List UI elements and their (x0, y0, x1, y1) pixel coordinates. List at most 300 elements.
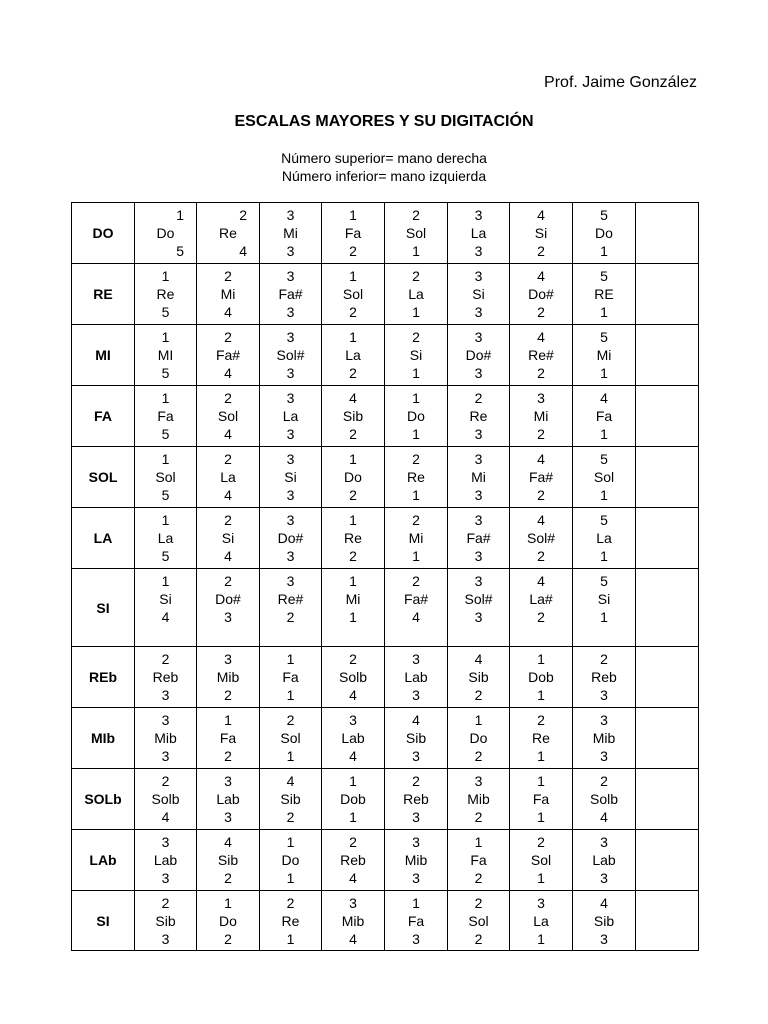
fingering-cell (573, 569, 636, 647)
left-hand-finger: 2 (224, 930, 232, 947)
left-hand-finger: 5 (176, 243, 184, 259)
fingering-cell (448, 386, 510, 447)
note-name: Re (532, 730, 550, 746)
right-hand-finger: 4 (349, 390, 357, 406)
right-hand-finger: 1 (349, 329, 357, 345)
fingering-cell (322, 264, 385, 325)
empty-cell (636, 508, 699, 569)
fingering-cell (448, 508, 510, 569)
right-hand-finger: 4 (412, 712, 420, 728)
fingering-cell (448, 769, 510, 830)
note-name: Lab (404, 669, 428, 685)
right-hand-finger: 3 (474, 207, 483, 223)
right-hand-finger: 1 (161, 268, 170, 284)
fingering-cell (322, 325, 385, 386)
note-name: Fa (407, 912, 425, 929)
fingering-cell (385, 769, 448, 830)
left-hand-finger: 3 (600, 930, 608, 947)
right-hand-finger: 3 (286, 512, 295, 528)
fingering-cell (197, 447, 260, 508)
note-name: Fa (532, 791, 550, 807)
note-name: Sol (342, 286, 364, 302)
note-name: Sib (217, 852, 239, 868)
note-name: Mi (345, 591, 361, 607)
fingering-cell (135, 508, 197, 569)
right-hand-finger: 2 (224, 268, 232, 284)
fingering-cell (385, 386, 448, 447)
fingering-cell (197, 891, 260, 951)
note-name: Fa (595, 408, 613, 424)
right-hand-finger: 2 (349, 651, 357, 667)
right-hand-finger: 4 (537, 329, 545, 345)
fingering-cell (260, 708, 322, 769)
empty-cell (636, 447, 699, 508)
right-hand-finger: 2 (600, 651, 608, 667)
fingering-cell (135, 386, 197, 447)
fingering-cell (448, 325, 510, 386)
right-hand-finger: 5 (600, 207, 608, 223)
left-hand-finger: 4 (600, 809, 608, 825)
right-hand-finger: 3 (474, 573, 483, 589)
fingering-cell (322, 203, 385, 264)
right-hand-finger: 1 (286, 651, 295, 667)
right-hand-finger: 2 (537, 712, 545, 728)
scale-key-label: REb (72, 647, 135, 708)
fingering-cell (510, 708, 573, 769)
right-hand-finger: 1 (474, 712, 483, 728)
fingering-cell (322, 891, 385, 951)
left-hand-finger: 2 (224, 687, 232, 703)
left-hand-finger: 1 (286, 870, 295, 886)
fingering-cell (260, 647, 322, 708)
right-hand-finger: 4 (537, 207, 545, 223)
note-name: La (533, 912, 549, 929)
fingering-cell (135, 830, 197, 891)
fingering-cell (322, 508, 385, 569)
note-name: Reb (152, 669, 179, 685)
right-hand-finger: 1 (349, 573, 357, 589)
note-name: Fa (219, 730, 237, 746)
scale-row (72, 769, 699, 830)
left-hand-finger: 2 (537, 426, 545, 442)
fingering-cell (448, 830, 510, 891)
scale-key-label: MI (72, 325, 135, 386)
left-hand-finger: 1 (286, 748, 295, 764)
fingering-cell (260, 203, 322, 264)
note-name: Si (472, 286, 485, 302)
note-name: Sol# (276, 347, 305, 363)
fingering-cell (197, 386, 260, 447)
right-hand-finger: 2 (224, 573, 232, 589)
left-hand-finger: 2 (474, 809, 483, 825)
note-name: Mi (283, 225, 298, 241)
fingering-cell (448, 708, 510, 769)
left-hand-finger: 3 (286, 365, 295, 381)
fingering-cell (573, 447, 636, 508)
scale-key-label: MIb (72, 708, 135, 769)
right-hand-finger: 3 (474, 451, 483, 467)
note-name: Re (281, 912, 300, 929)
fingering-cell (573, 264, 636, 325)
right-hand-finger: 3 (412, 651, 420, 667)
left-hand-finger: 5 (161, 304, 170, 320)
right-hand-finger: 2 (412, 268, 420, 284)
left-hand-finger: 3 (474, 426, 483, 442)
note-name: Re# (528, 347, 554, 363)
left-hand-finger: 2 (537, 304, 545, 320)
fingering-cell (322, 386, 385, 447)
fingering-cell (573, 325, 636, 386)
fingering-cell (135, 647, 197, 708)
left-hand-finger: 2 (224, 870, 232, 886)
note-name: Do (469, 730, 488, 746)
fingering-cell (385, 891, 448, 951)
note-name: Sib (280, 791, 301, 807)
note-name: La (345, 347, 361, 363)
fingering-cell (510, 447, 573, 508)
fingering-cell (135, 891, 197, 951)
right-hand-finger: 1 (412, 894, 420, 911)
left-hand-finger: 3 (474, 243, 483, 259)
fingering-cell (573, 830, 636, 891)
note-name: Mi (408, 530, 424, 546)
right-hand-finger: 1 (349, 451, 357, 467)
left-hand-finger: 1 (537, 748, 545, 764)
fingering-table (71, 202, 699, 951)
note-name: Do (595, 225, 613, 241)
note-name: Fa# (403, 591, 429, 607)
note-name: Do (281, 852, 300, 868)
note-name: Solb (589, 791, 619, 807)
empty-cell (636, 708, 699, 769)
right-hand-finger: 1 (176, 207, 184, 223)
left-hand-finger: 1 (412, 487, 420, 503)
left-hand-finger: 2 (537, 609, 545, 625)
fingering-cell (322, 447, 385, 508)
left-hand-finger: 3 (161, 870, 170, 886)
right-hand-finger: 3 (537, 390, 545, 406)
scale-key-label: RE (72, 264, 135, 325)
right-hand-finger: 1 (474, 834, 483, 850)
left-hand-finger: 2 (349, 243, 357, 259)
right-hand-finger: 2 (161, 773, 170, 789)
right-hand-finger: 4 (474, 651, 483, 667)
fingering-cell (385, 264, 448, 325)
fingering-cell (135, 203, 197, 264)
note-name: Do# (528, 286, 554, 302)
note-name: Mib (467, 791, 490, 807)
note-name: Fa# (528, 469, 554, 485)
right-hand-finger: 5 (600, 451, 608, 467)
scale-row (72, 203, 699, 264)
left-hand-finger: 3 (412, 687, 420, 703)
left-hand-finger: 2 (286, 609, 295, 625)
fingering-cell (385, 325, 448, 386)
right-hand-finger: 2 (412, 512, 420, 528)
scale-row (72, 830, 699, 891)
left-hand-finger: 2 (349, 426, 357, 442)
fingering-cell (197, 647, 260, 708)
left-hand-finger: 1 (600, 304, 608, 320)
fingering-cell (385, 647, 448, 708)
right-hand-finger: 2 (537, 834, 545, 850)
fingering-cell (573, 647, 636, 708)
fingering-cell (197, 264, 260, 325)
left-hand-finger: 1 (537, 870, 545, 886)
empty-cell (636, 891, 699, 951)
right-hand-finger: 1 (161, 390, 170, 406)
fingering-cell (385, 830, 448, 891)
note-name: Sol# (464, 591, 493, 607)
scale-row (72, 647, 699, 708)
scale-key-label: FA (72, 386, 135, 447)
empty-cell (636, 830, 699, 891)
left-hand-finger: 4 (224, 426, 232, 442)
note-name: La (408, 286, 424, 302)
note-name: Sol (405, 225, 427, 241)
note-name: Lab (216, 791, 240, 807)
fingering-cell (573, 891, 636, 951)
right-hand-finger: 1 (161, 329, 170, 345)
right-hand-finger: 1 (349, 773, 357, 789)
note-name: Si (221, 530, 235, 546)
left-hand-finger: 5 (161, 365, 170, 381)
right-hand-finger: 3 (474, 512, 483, 528)
left-hand-finger: 3 (600, 870, 608, 886)
left-hand-finger: 1 (412, 365, 420, 381)
left-hand-finger: 2 (224, 748, 232, 764)
left-hand-finger: 3 (161, 748, 170, 764)
author-name: Prof. Jaime González (544, 74, 697, 91)
empty-cell (636, 264, 699, 325)
left-hand-finger: 1 (412, 243, 420, 259)
right-hand-finger: 1 (412, 390, 420, 406)
fingering-cell (385, 508, 448, 569)
note-name: Sib (405, 730, 427, 746)
empty-cell (636, 203, 699, 264)
fingering-cell (448, 891, 510, 951)
right-hand-finger: 2 (412, 207, 420, 223)
left-hand-finger: 3 (600, 687, 608, 703)
fingering-cell (510, 569, 573, 647)
fingering-cell (260, 508, 322, 569)
note-name: Do# (277, 530, 304, 546)
right-hand-finger: 3 (286, 451, 295, 467)
fingering-cell (260, 569, 322, 647)
left-hand-finger: 2 (537, 243, 545, 259)
fingering-cell (260, 891, 322, 951)
right-hand-finger: 3 (224, 773, 232, 789)
right-hand-finger: 1 (161, 451, 170, 467)
left-hand-finger: 2 (349, 304, 357, 320)
left-hand-finger: 1 (600, 365, 608, 381)
note-name: Lab (592, 852, 616, 868)
left-hand-finger: 3 (224, 809, 232, 825)
fingering-cell (322, 647, 385, 708)
fingering-cell (385, 569, 448, 647)
right-hand-finger: 1 (349, 512, 357, 528)
left-hand-finger: 3 (600, 748, 608, 764)
fingering-cell (510, 264, 573, 325)
note-name: La (282, 408, 299, 424)
left-hand-finger: 3 (286, 426, 295, 442)
right-hand-finger: 3 (286, 573, 295, 589)
fingering-cell (135, 708, 197, 769)
note-name: Re# (277, 591, 304, 607)
left-hand-finger: 3 (474, 548, 483, 564)
right-hand-finger: 4 (286, 773, 295, 789)
note-name: Mib (592, 730, 616, 746)
left-hand-finger: 3 (224, 609, 232, 625)
left-hand-finger: 1 (286, 930, 295, 947)
note-name: Solb (338, 669, 368, 685)
scale-key-label: LAb (72, 830, 135, 891)
right-hand-finger: 2 (474, 894, 483, 911)
right-hand-finger: 5 (600, 512, 608, 528)
fingering-cell (510, 386, 573, 447)
right-hand-finger: 3 (474, 329, 483, 345)
note-name: Sib (342, 408, 364, 424)
fingering-cell (197, 508, 260, 569)
scale-row (72, 891, 699, 951)
left-hand-finger: 3 (474, 365, 483, 381)
fingering-cell (510, 647, 573, 708)
note-name: Sol (155, 469, 176, 485)
note-name: Si (409, 347, 423, 363)
scale-row (72, 708, 699, 769)
scale-row (72, 447, 699, 508)
left-hand-finger: 2 (474, 748, 483, 764)
fingering-cell (510, 508, 573, 569)
note-name: MI (157, 347, 174, 363)
fingering-cell (197, 569, 260, 647)
note-name: Re (219, 225, 237, 241)
right-hand-finger: 2 (412, 573, 420, 589)
scale-key-label: SI (72, 569, 135, 647)
fingering-cell (260, 264, 322, 325)
right-hand-finger: 1 (349, 268, 357, 284)
fingering-cell (135, 325, 197, 386)
left-hand-finger: 4 (349, 748, 357, 764)
note-name: La (157, 530, 174, 546)
left-hand-finger: 4 (224, 365, 232, 381)
scale-key-label: DO (72, 203, 135, 264)
fingering-cell (135, 769, 197, 830)
scale-row (72, 569, 699, 647)
right-hand-finger: 2 (239, 207, 247, 223)
left-hand-finger: 4 (349, 870, 357, 886)
note-name: Do# (215, 591, 241, 607)
fingering-cell (322, 708, 385, 769)
fingering-cell (448, 647, 510, 708)
left-hand-finger: 1 (537, 809, 545, 825)
note-name: Reb (340, 852, 366, 868)
fingering-cell (573, 508, 636, 569)
left-hand-finger: 4 (349, 687, 357, 703)
left-hand-finger: 4 (349, 930, 357, 947)
note-name: Si (159, 591, 172, 607)
left-hand-finger: 1 (537, 687, 545, 703)
right-hand-finger: 3 (600, 834, 608, 850)
fingering-cell (197, 203, 260, 264)
left-hand-finger: 3 (286, 487, 295, 503)
left-hand-finger: 3 (412, 809, 420, 825)
left-hand-finger: 2 (474, 687, 483, 703)
fingering-cell (573, 769, 636, 830)
left-hand-finger: 3 (474, 304, 483, 320)
scale-row (72, 264, 699, 325)
left-hand-finger: 1 (600, 548, 608, 564)
note-name: Fa# (278, 286, 303, 302)
note-name: Sol (217, 408, 239, 424)
scale-key-label: LA (72, 508, 135, 569)
left-hand-finger: 1 (600, 243, 608, 259)
left-hand-finger: 1 (286, 687, 295, 703)
left-hand-finger: 4 (161, 809, 170, 825)
left-hand-finger: 3 (161, 930, 170, 947)
left-hand-finger: 1 (349, 809, 357, 825)
right-hand-finger: 2 (474, 390, 483, 406)
note-name: Sol (593, 469, 615, 485)
note-name: La (470, 225, 487, 241)
empty-cell (636, 325, 699, 386)
empty-cell (636, 386, 699, 447)
left-hand-finger: 2 (349, 548, 357, 564)
fingering-cell (510, 830, 573, 891)
fingering-cell (197, 830, 260, 891)
right-hand-finger: 1 (349, 207, 357, 223)
note-name: Sol (280, 730, 301, 746)
right-hand-finger: 1 (537, 773, 545, 789)
fingering-cell (448, 264, 510, 325)
left-hand-finger: 3 (286, 548, 295, 564)
right-hand-finger: 3 (161, 712, 170, 728)
right-hand-finger: 5 (600, 573, 608, 589)
fingering-cell (260, 386, 322, 447)
fingering-cell (510, 203, 573, 264)
note-name: Do (156, 225, 175, 241)
left-hand-finger: 1 (600, 487, 608, 503)
empty-cell (636, 769, 699, 830)
note-name: Lab (153, 852, 178, 868)
left-hand-finger: 5 (161, 487, 170, 503)
left-hand-finger: 3 (412, 870, 420, 886)
scale-row (72, 508, 699, 569)
note-name: Fa# (466, 530, 491, 546)
right-hand-finger: 2 (286, 894, 295, 911)
right-hand-finger: 1 (161, 512, 170, 528)
left-hand-finger: 2 (349, 487, 357, 503)
right-hand-finger: 3 (412, 834, 420, 850)
note-name: Fa (470, 852, 487, 868)
right-hand-finger: 4 (537, 451, 545, 467)
left-hand-finger: 4 (239, 243, 247, 259)
right-hand-finger: 3 (474, 268, 483, 284)
right-hand-finger: 3 (286, 207, 295, 223)
note-name: Dob (340, 791, 366, 807)
left-hand-finger: 3 (412, 748, 420, 764)
right-hand-finger: 1 (286, 834, 295, 850)
right-hand-finger: 2 (224, 329, 232, 345)
fingering-cell (322, 569, 385, 647)
note-name: Do (344, 469, 362, 485)
fingering-cell (510, 769, 573, 830)
note-name: Si (534, 225, 548, 241)
right-hand-finger: 2 (161, 651, 170, 667)
note-name: Mi (471, 469, 486, 485)
note-name: Do (219, 912, 237, 929)
fingering-cell (260, 447, 322, 508)
